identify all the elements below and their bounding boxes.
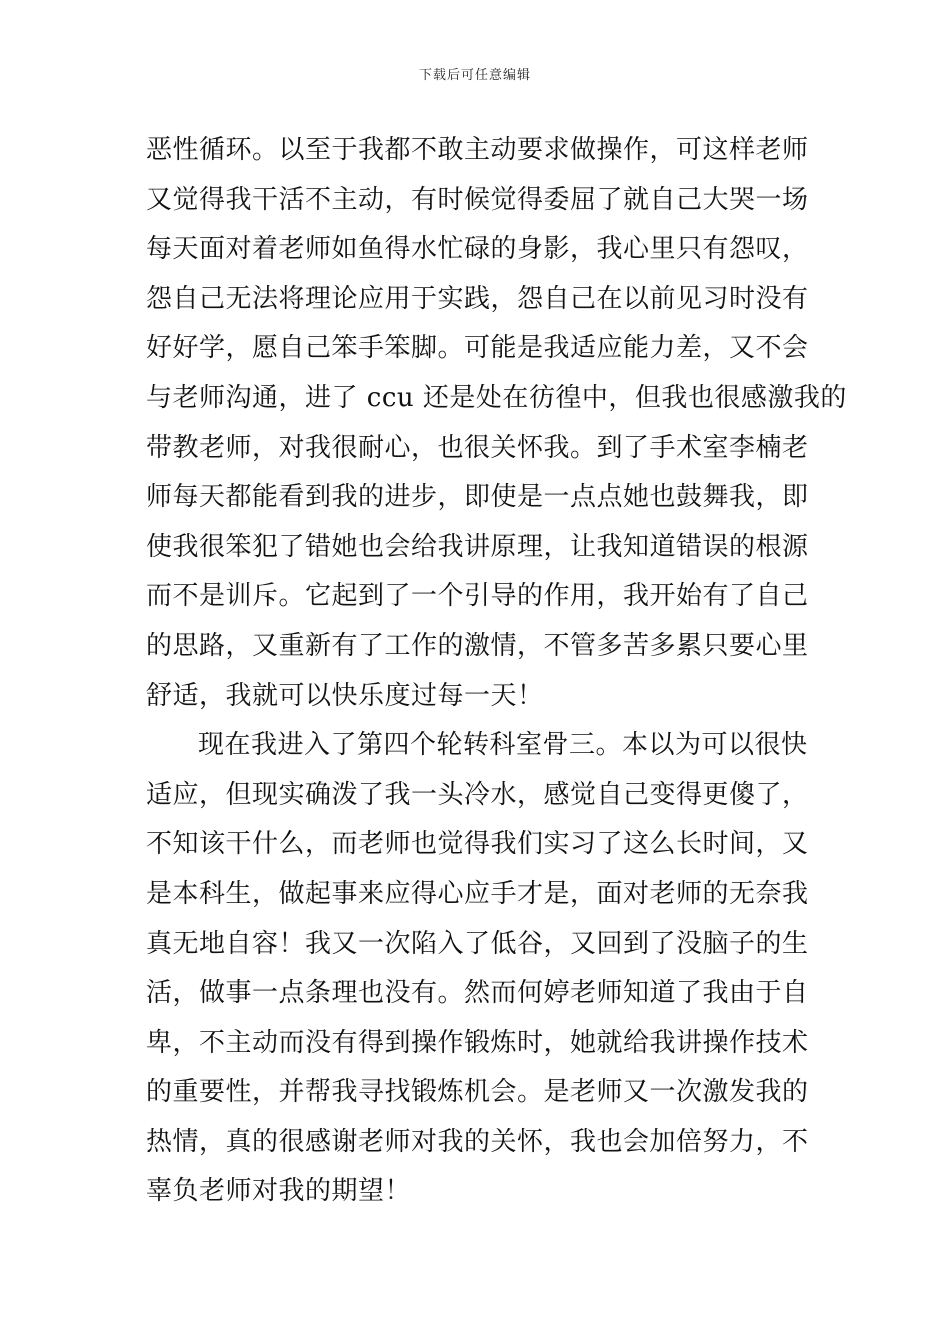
text-line: 热情，真的很感谢老师对我的关怀，我也会加倍努力，不	[146, 1126, 809, 1157]
document-body	[146, 126, 847, 1217]
text-line: 的重要性，并帮我寻找锻炼机会。是老师又一次激发我的	[146, 1077, 809, 1108]
text-line: 好好学，愿自己笨手笨脚。可能是我适应能力差，又不会	[146, 333, 809, 364]
text-line: 师每天都能看到我的进步，即使是一点点她也鼓舞我，即	[146, 482, 809, 513]
text-line: 辜负老师对我的期望！	[146, 1176, 412, 1207]
text-line: 不知该干什么，而老师也觉得我们实习了这么长时间，又	[146, 829, 809, 860]
text-line: 卑，不主动而没有得到操作锻炼时，她就给我讲操作技术	[146, 1027, 809, 1058]
text-line: 与老师沟通，进了 ccu 还是处在彷徨中，但我也很感激我的	[146, 382, 847, 413]
text-line: 又觉得我干活不主动，有时候觉得委屈了就自己大哭一场	[146, 184, 809, 215]
text-line: 适应，但现实确泼了我一头冷水，感觉自己变得更傻了，	[146, 779, 809, 810]
paragraph-first-line: 现在我进入了第四个轮转科室骨三。本以为可以很快	[198, 730, 808, 761]
text-line: 的思路，又重新有了工作的激情，不管多苦多累只要心里	[146, 630, 809, 661]
text-line: 每天面对着老师如鱼得水忙碌的身影，我心里只有怨叹，	[146, 234, 809, 265]
text-line: 而不是训斥。它起到了一个引导的作用，我开始有了自己	[146, 581, 809, 612]
text-line: 真无地自容！我又一次陷入了低谷，又回到了没脑子的生	[146, 928, 809, 959]
text-line: 舒适，我就可以快乐度过每一天！	[146, 680, 544, 711]
text-line: 怨自己无法将理论应用于实践，怨自己在以前见习时没有	[146, 283, 809, 314]
text-line: 恶性循环。以至于我都不敢主动要求做操作，可这样老师	[146, 135, 809, 165]
text-line: 使我很笨犯了错她也会给我讲原理，让我知道错误的根源	[146, 531, 809, 562]
text-line: 是本科生，做起事来应得心应手才是，面对老师的无奈我	[146, 878, 809, 909]
text-line: 活，做事一点条理也没有。然而何婷老师知道了我由于自	[146, 978, 809, 1009]
text-line: 带教老师，对我很耐心，也很关怀我。到了手术室李楠老	[146, 432, 809, 463]
page-header: 下载后可任意编辑	[418, 68, 531, 83]
